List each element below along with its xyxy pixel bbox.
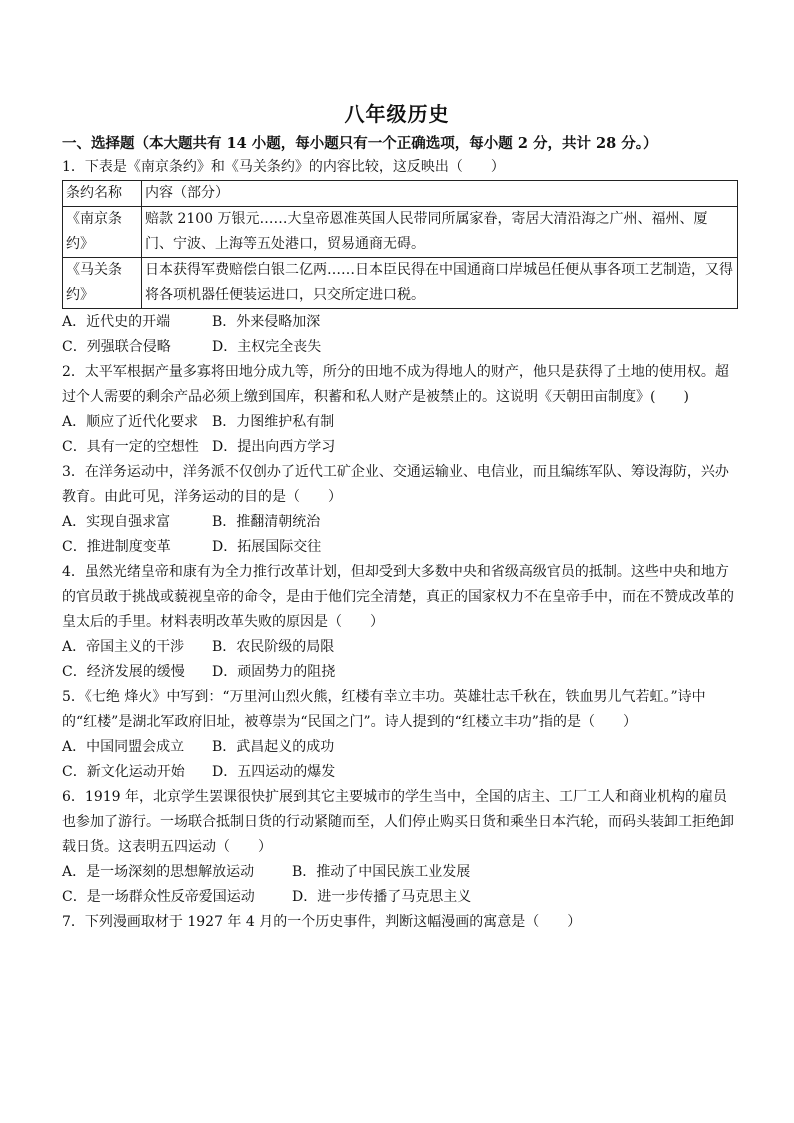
option-a[interactable]: A．帝国主义的干涉	[62, 639, 185, 655]
options-row	[62, 660, 738, 685]
option-c[interactable]: C．推进制度变革	[62, 539, 171, 555]
option-c[interactable]: C．是一场群众性反帝爱国运动	[62, 889, 255, 905]
question-stem: 1．下表是《南京条约》和《马关条约》的内容比较，这反映出（ ）	[62, 159, 505, 175]
options-row	[62, 310, 738, 335]
page-title: 八年级历史	[344, 102, 450, 126]
table-cell-content: 赔款 2100 万银元……大皇帝恩准英国人民带同所属家眷，寄居大清沿海之广州、福州、厦门、宁波、上海等五处港口，贸易通商无碍。	[142, 207, 738, 258]
table-cell-treaty-name: 《南京条约》	[63, 207, 142, 258]
option-d[interactable]: D．主权完全丧失	[212, 339, 322, 355]
options-row	[62, 885, 738, 910]
table-row	[63, 207, 738, 258]
question-1	[62, 155, 738, 360]
question-7	[62, 910, 738, 935]
options-row	[62, 735, 738, 760]
option-d[interactable]: D．五四运动的爆发	[212, 764, 336, 780]
options-row	[62, 410, 738, 435]
table-header-cell: 内容（部分）	[142, 181, 738, 207]
question-stem: 7．下列漫画取材于 1927 年 4 月的一个历史事件，判断这幅漫画的寓意是（ ）	[62, 914, 582, 930]
options-row	[62, 335, 738, 360]
option-d[interactable]: D．顽固势力的阻挠	[212, 664, 336, 680]
option-d[interactable]: D．拓展国际交往	[212, 539, 322, 555]
option-d[interactable]: D．进一步传播了马克思主义	[292, 889, 472, 905]
options-row	[62, 635, 738, 660]
section-heading: 一、选择题（本大题共有 14 小题，每小题只有一个正确选项，每小题 2 分，共计 28 分。）	[62, 135, 658, 152]
options-row	[62, 435, 738, 460]
table-header-row	[63, 181, 738, 207]
option-c[interactable]: C．经济发展的缓慢	[62, 664, 185, 680]
question-2	[62, 360, 738, 460]
options-row	[62, 760, 738, 785]
question-stem: 5．《七绝 烽火》中写到：“万里河山烈火熊，红楼有幸立丰功。英雄壮志千秋在，铁血男儿气若虹。”诗中的“红楼”是湖北军政府旧址，被尊崇为“民国之门”。诗人提到的“红楼立丰功”指的是（ ）	[62, 689, 706, 730]
question-stem: 4．虽然光绪皇帝和康有为全力推行改革计划，但却受到大多数中央和省级高级官员的抵制。这些中央和地方的官员敢于挑战或藐视皇帝的命令，是由于他们完全清楚，真正的国家权力不在皇帝手中，而在不赞成改革的皇太后的手里。材料表明改革失败的原因是（ ）	[62, 564, 734, 630]
question-5	[62, 685, 738, 785]
option-b[interactable]: B．推动了中国民族工业发展	[292, 864, 471, 880]
question-3	[62, 460, 738, 560]
option-b[interactable]: B．武昌起义的成功	[212, 739, 335, 755]
option-c[interactable]: C．新文化运动开始	[62, 764, 185, 780]
question-stem: 6．1919 年，北京学生罢课很快扩展到其它主要城市的学生当中，全国的店主、工厂工人和商业机构的雇员也参加了游行。一场联合抵制日货的行动紧随而至，人们停止购买日货和乘坐日本汽轮，而码头装卸工拒绝卸载日货。这表明五四运动（ ）	[62, 789, 734, 855]
option-b[interactable]: B．推翻清朝统治	[212, 514, 321, 530]
option-a[interactable]: A．近代史的开端	[62, 314, 171, 330]
options-row	[62, 535, 738, 560]
option-a[interactable]: A．实现自强求富	[62, 514, 171, 530]
table-row	[63, 258, 738, 309]
table-cell-content: 日本获得军费赔偿白银二亿两……日本臣民得在中国通商口岸城邑任便从事各项工艺制造，又得将各项机器任便装运进口，只交所定进口税。	[142, 258, 738, 309]
option-b[interactable]: B．农民阶级的局限	[212, 639, 335, 655]
question-4	[62, 560, 738, 685]
question-stem: 2．太平军根据产量多寡将田地分成九等，所分的田地不成为得地人的财产，他只是获得了土地的使用权。超过个人需要的剩余产品必须上缴到国库，积蓄和私人财产是被禁止的。这说明《天朝田亩制度》( )	[62, 364, 729, 405]
table-cell-treaty-name: 《马关条约》	[63, 258, 142, 309]
options-row	[62, 510, 738, 535]
question-6	[62, 785, 738, 910]
option-d[interactable]: D．提出向西方学习	[212, 439, 336, 455]
option-b[interactable]: B．力图维护私有制	[212, 414, 335, 430]
options-row	[62, 860, 738, 885]
question-stem: 3．在洋务运动中，洋务派不仅创办了近代工矿企业、交通运输业、电信业，而且编练军队、筹设海防，兴办教育。由此可见，洋务运动的目的是（ ）	[62, 464, 729, 505]
questions-content	[62, 155, 738, 935]
option-c[interactable]: C．列强联合侵略	[62, 339, 171, 355]
table-header-cell: 条约名称	[63, 181, 142, 207]
option-a[interactable]: A．顺应了近代化要求	[62, 414, 199, 430]
option-c[interactable]: C．具有一定的空想性	[62, 439, 199, 455]
option-a[interactable]: A．中国同盟会成立	[62, 739, 185, 755]
option-b[interactable]: B．外来侵略加深	[212, 314, 321, 330]
option-a[interactable]: A．是一场深刻的思想解放运动	[62, 864, 255, 880]
treaty-comparison-table	[62, 180, 738, 309]
